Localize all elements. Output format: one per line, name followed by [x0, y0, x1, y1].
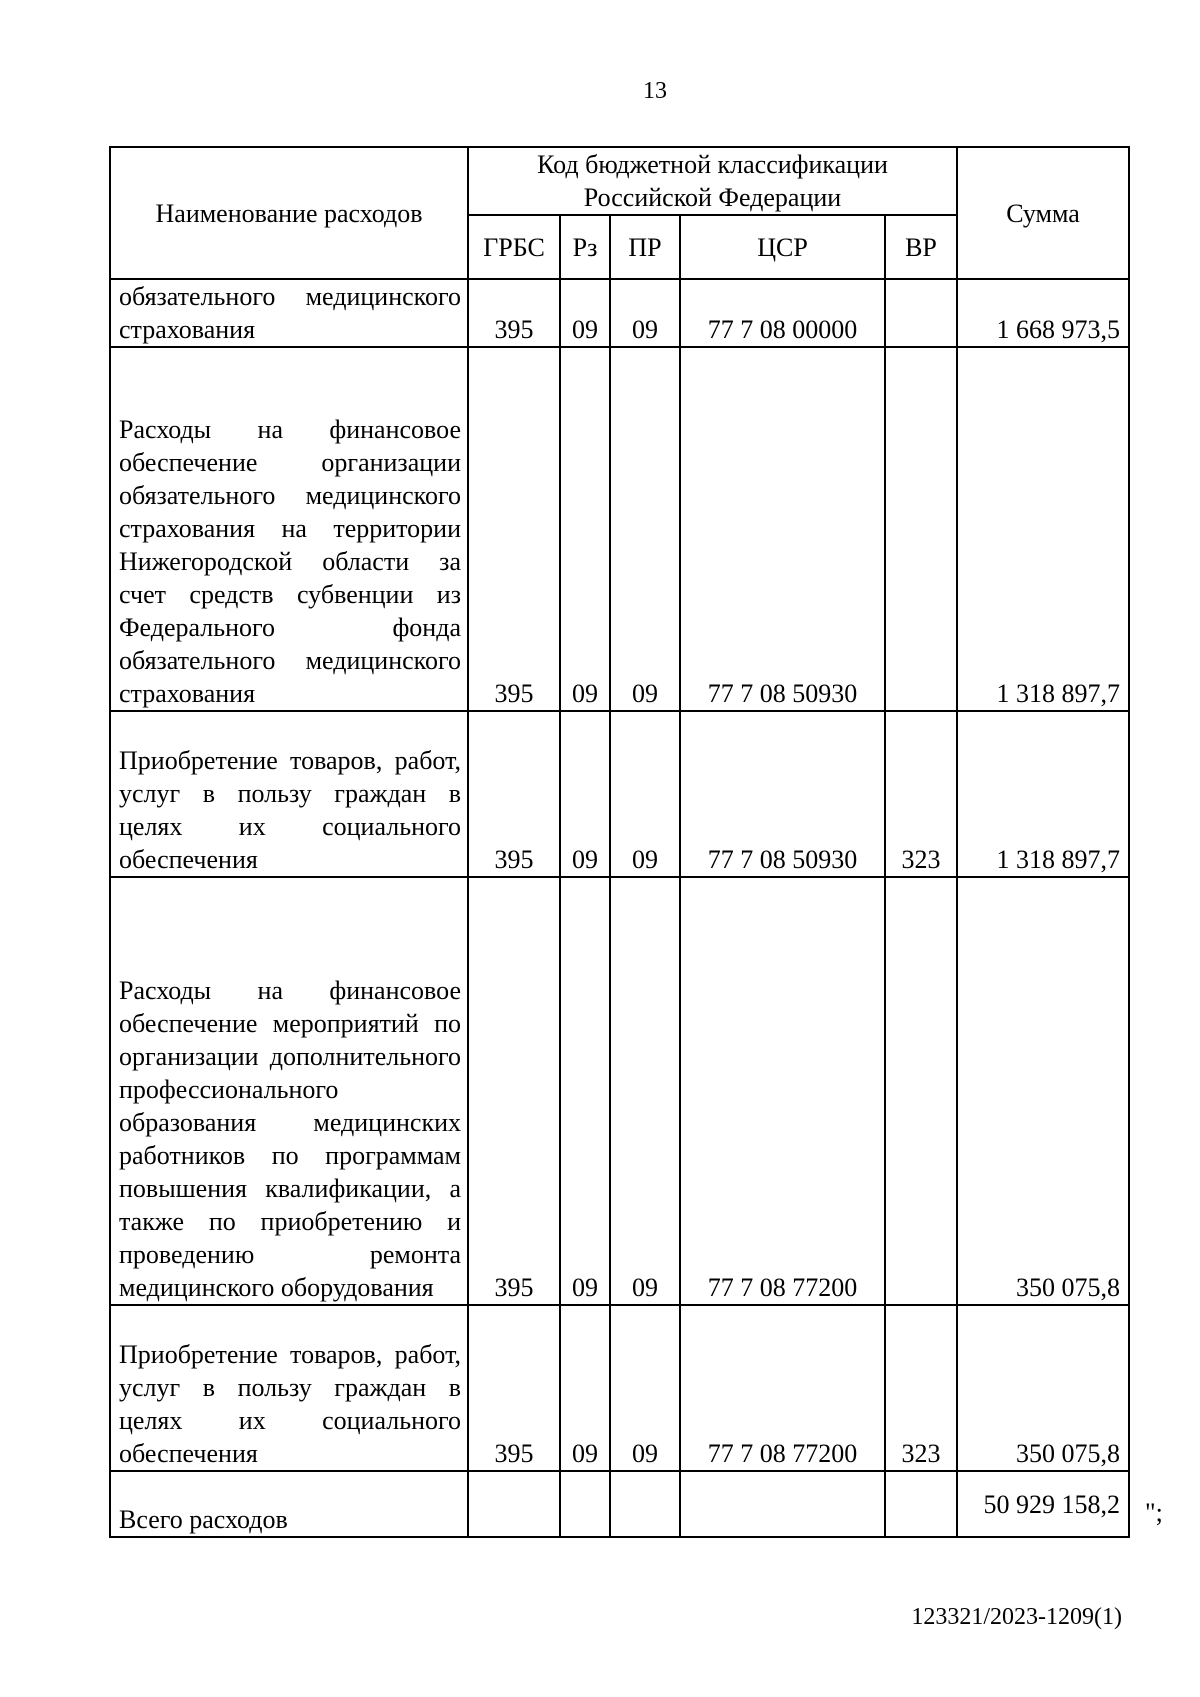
row-vr [885, 279, 957, 347]
table-row [110, 877, 1129, 1305]
row-vr [885, 347, 957, 711]
row-rz: 09 [560, 1305, 610, 1471]
row-csr: 77 7 08 77200 [680, 1305, 885, 1471]
table-row-total [110, 1471, 1129, 1537]
row-rz [560, 1471, 610, 1537]
row-grbs [468, 1471, 560, 1537]
row-vr [885, 1471, 957, 1537]
header-name: Наименование расходов [110, 147, 468, 279]
row-sum: 1 318 897,7 [957, 347, 1129, 711]
header-pr: ПР [610, 215, 680, 279]
row-sum: 350 075,8 [957, 1305, 1129, 1471]
row-pr [610, 1471, 680, 1537]
header-rz: Рз [560, 215, 610, 279]
row-name: Приобретение товаров, работ, услуг в пользу граждан в целях их социального обеспечения [110, 711, 468, 877]
table-row [110, 347, 1129, 711]
row-name: Расходы на финансовое обеспечение организации обязательного медицинского страхования на территории Нижегородской области за счет средств субвенции из Федерального фонда обязательного медицинского страхования [110, 347, 468, 711]
closing-mark: "; [1145, 1498, 1163, 1527]
header-csr: ЦСР [680, 215, 885, 279]
row-csr: 77 7 08 77200 [680, 877, 885, 1305]
row-grbs: 395 [468, 711, 560, 877]
row-csr: 77 7 08 00000 [680, 279, 885, 347]
row-pr: 09 [610, 1305, 680, 1471]
row-grbs: 395 [468, 279, 560, 347]
row-rz: 09 [560, 347, 610, 711]
header-code-group: Код бюджетной классификации Российской Федерации [468, 147, 957, 215]
row-grbs: 395 [468, 1305, 560, 1471]
budget-table [109, 146, 1130, 1538]
document-id: 123321/2023-1209(1) [911, 1604, 1122, 1630]
header-grbs: ГРБС [468, 215, 560, 279]
row-csr [680, 1471, 885, 1537]
row-csr: 77 7 08 50930 [680, 711, 885, 877]
header-sum: Сумма [957, 147, 1129, 279]
row-name: Всего расходов [110, 1471, 468, 1537]
table-row [110, 279, 1129, 347]
row-pr: 09 [610, 711, 680, 877]
row-vr [885, 877, 957, 1305]
row-grbs: 395 [468, 347, 560, 711]
row-rz: 09 [560, 279, 610, 347]
row-rz: 09 [560, 711, 610, 877]
row-vr: 323 [885, 711, 957, 877]
total-sum: 50 929 158,2 [957, 1471, 1129, 1537]
row-sum: 350 075,8 [957, 877, 1129, 1305]
row-name: Приобретение товаров, работ, услуг в пользу граждан в целях их социального обеспечения [110, 1305, 468, 1471]
row-grbs: 395 [468, 877, 560, 1305]
table-row [110, 1305, 1129, 1471]
row-pr: 09 [610, 877, 680, 1305]
row-rz: 09 [560, 877, 610, 1305]
row-name: обязательного медицинского страхования [110, 279, 468, 347]
row-pr: 09 [610, 347, 680, 711]
row-sum: 1 318 897,7 [957, 711, 1129, 877]
row-pr: 09 [610, 279, 680, 347]
row-vr: 323 [885, 1305, 957, 1471]
row-name: Расходы на финансовое обеспечение мероприятий по организации дополнительного профессионального образования медицинских работников по программам повышения квалификации, а также по приобретению и проведению ремонта медицинского оборудования [110, 877, 468, 1305]
header-vr: ВР [885, 215, 957, 279]
row-sum: 1 668 973,5 [957, 279, 1129, 347]
page-number: 13 [643, 78, 667, 104]
row-csr: 77 7 08 50930 [680, 347, 885, 711]
table-row [110, 711, 1129, 877]
